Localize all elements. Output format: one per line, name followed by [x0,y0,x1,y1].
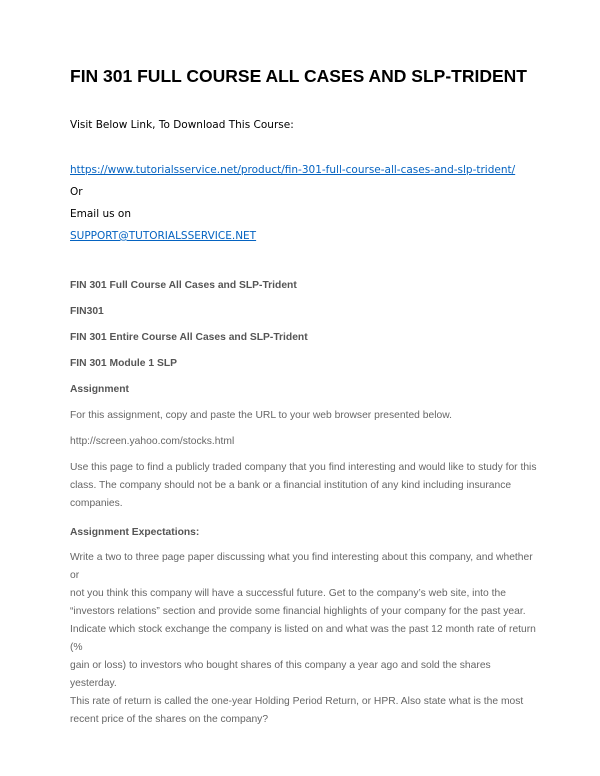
paragraph-line: not you think this company will have a successful future. Get to the company’s web site, into the [70,588,506,599]
heading-course-code: FIN301 [70,306,104,317]
paragraph-line: “investors relations” section and provide some financial highlights of your company for the past year. [70,606,526,617]
heading-full-course: FIN 301 Full Course All Cases and SLP-Trident [70,280,297,291]
paragraph-line: recent price of the shares on the company? [70,714,269,725]
paragraph-line: Use this page to find a publicly traded company that you find interesting and would like to study for this [70,462,537,473]
support-email-link[interactable]: SUPPORT@TUTORIALSSERVICE.NET [70,230,257,242]
paragraph-line: companies. [70,498,123,509]
heading-assignment: Assignment [70,384,129,395]
company-paragraph [70,459,540,513]
paragraph-line: Write a two to three page paper discussing what you find interesting about this company, and whether or [70,552,533,581]
heading-module: FIN 301 Module 1 SLP [70,358,177,369]
paragraph-line: gain or loss) to investors who bought shares of this company a year ago and sold the shares yesterday. [70,660,491,689]
paragraph-line: class. The company should not be a bank or a financial institution of any kind including insurance [70,480,512,491]
yahoo-url-text: http://screen.yahoo.com/stocks.html [70,436,235,447]
paragraph-line: This rate of return is called the one-year Holding Period Return, or HPR. Also state what is the most [70,696,524,707]
course-download-link[interactable]: https://www.tutorialsservice.net/product/fin-301-full-course-all-cases-and-slp-trident/ [70,164,516,176]
page-title: FIN 301 FULL COURSE ALL CASES AND SLP-TRIDENT [70,66,527,86]
expectations-paragraph [70,549,540,729]
or-text: Or [70,186,83,198]
heading-entire-course: FIN 301 Entire Course All Cases and SLP-Trident [70,332,308,343]
heading-expectations: Assignment Expectations: [70,527,200,538]
email-label: Email us on [70,208,132,220]
assignment-intro: For this assignment, copy and paste the URL to your web browser presented below. [70,410,452,421]
paragraph-line: Indicate which stock exchange the company is listed on and what was the past 12 month rate of return (% [70,624,536,653]
visit-instruction: Visit Below Link, To Download This Course: [70,119,294,131]
